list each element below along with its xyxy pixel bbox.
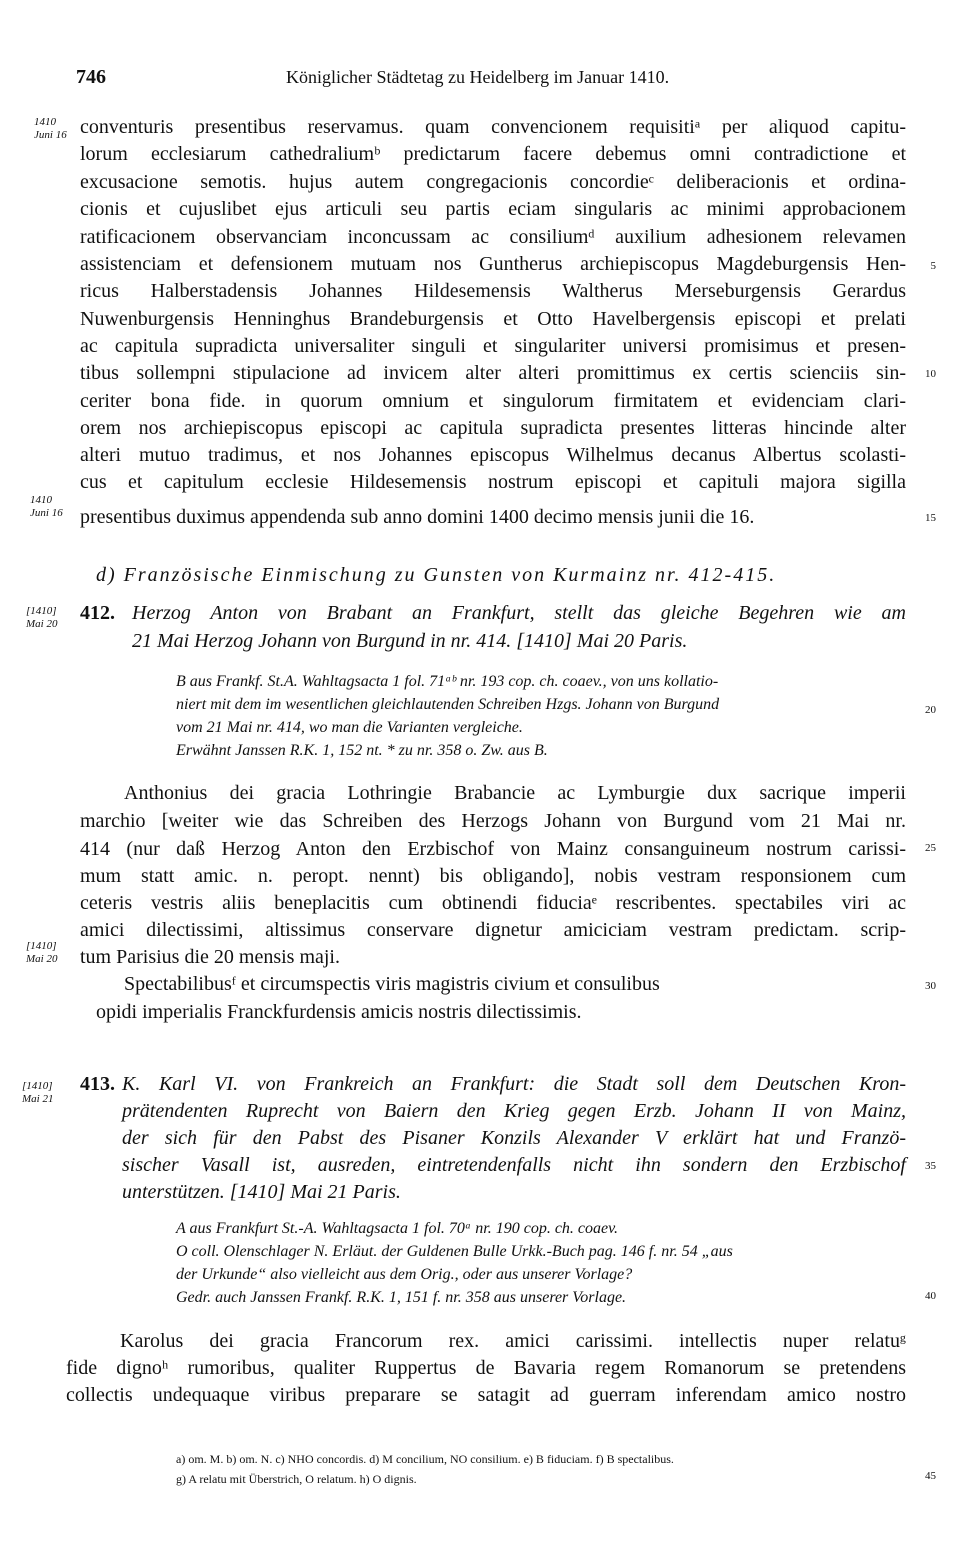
text-line: Karolus dei gracia Francorum rex. amici carissimi. intellectis nuper relatuᵍ — [120, 1330, 906, 1352]
doc-title-line: 21 Mai Herzog Johann von Burgund in nr. 414. [1410] Mai 20 Paris. — [132, 630, 688, 652]
text-line: presentibus duximus appendenda sub anno domini 1400 decimo mensis junii die 16. — [80, 506, 755, 528]
text-line: alteri mutuo tradimus, et nos Johannes episcopus Wilhelmus decanus Albertus scolasti- — [80, 444, 906, 466]
margin-date: [1410] Mai 21 — [22, 1080, 54, 1105]
doc-title-line: unterstützen. [1410] Mai 21 Paris. — [122, 1181, 401, 1203]
text-line: Spectabilibusᶠ et circumspectis viris magistris civium et consulibus — [124, 973, 660, 995]
doc-title-line: der sich für den Pabst des Pisaner Konzils Alexander V erklärt hat und Franzö- — [122, 1127, 906, 1149]
text-line: ricus Halberstadensis Johannes Hildesemensis Waltherus Merseburgensis Gerardus — [80, 280, 906, 302]
text-line: excusacione semotis. hujus autem congregacionis concordieᶜ deliberacionis et ordina- — [80, 171, 906, 193]
doc-number: 413. — [80, 1073, 115, 1095]
doc-title-line: prätendenten Ruprecht von Baiern den Krieg gegen Erzb. Johann II von Mainz, — [122, 1100, 906, 1122]
text-line: ceriter bona fide. in quorum omnium et singulorum firmitatem et evidenciam clari- — [80, 390, 906, 412]
source-line: A aus Frankfurt St.-A. Wahltagsacta 1 fol. 70ᵃ nr. 190 cop. ch. coaev. — [176, 1220, 619, 1237]
footnote-line: g) A relatu mit Überstrich, O relatum. h) O dignis. — [176, 1472, 417, 1486]
text-line: tibus sollempni stipulacione ad invicem alter alteri promittimus ex certis scienciis sin- — [80, 362, 906, 384]
footnote-line: a) om. M. b) om. N. c) NHO concordis. d) M concilium, NO consilium. e) B fiduciam. f) B spectalibus. — [176, 1452, 674, 1466]
text-line: Nuwenburgensis Henninghus Brandeburgensis et Otto Havelbergensis episcopi et prelati — [80, 308, 906, 330]
margin-date: 1410 Juni 16 — [30, 494, 63, 519]
source-line: B aus Frankf. St.A. Wahltagsacta 1 fol. 71ᵃᵇ nr. 193 cop. ch. coaev., von uns kollatio- — [176, 673, 719, 690]
line-number: 10 — [925, 368, 936, 380]
line-number: 5 — [930, 260, 936, 272]
text-line: opidi imperialis Franckfurdensis amicis nostris dilectissimis. — [96, 1001, 582, 1023]
margin-date: [1410] Mai 20 — [26, 940, 58, 965]
doc-title-line: Herzog Anton von Brabant an Frankfurt, stellt das gleiche Begehren wie am — [132, 602, 906, 624]
margin-date: 1410 Juni 16 — [34, 116, 67, 141]
text-line: ceteris vestris aliis beneplacitis cum obtinendi fiduciaᵉ rescribentes. spectabiles viri ac — [80, 892, 906, 914]
line-number: 45 — [925, 1470, 936, 1482]
doc-number: 412. — [80, 602, 115, 624]
margin-date: [1410] Mai 20 — [26, 605, 58, 630]
line-number: 30 — [925, 980, 936, 992]
line-number: 25 — [925, 842, 936, 854]
source-line: vom 21 Mai nr. 414, wo man die Varianten vergleiche. — [176, 719, 523, 736]
source-line: der Urkunde“ also vielleicht aus dem Orig., oder aus unserer Vorlage? — [176, 1266, 633, 1283]
section-heading: d) Französische Einmischung zu Gunsten von Kurmainz nr. 412-415. — [96, 564, 777, 586]
text-line: Anthonius dei gracia Lothringie Brabancie ac Lymburgie dux sacrique imperii — [124, 782, 906, 804]
text-line: ac capitula supradicta universaliter singuli et singulariter universi promisimus et presen- — [80, 335, 906, 357]
doc-title-line: K. Karl VI. von Frankreich an Frankfurt: die Stadt soll dem Deutschen Kron- — [122, 1073, 906, 1095]
text-line: 414 (nur daß Herzog Anton den Erzbischof von Mainz consanguineum nostrum carissi- — [80, 838, 906, 860]
text-line: lorum ecclesiarum cathedraliumᵇ predictarum facere debemus omni contradictione et — [80, 143, 906, 165]
text-line: collectis undequaque viribus preparare se satagit ad guerram inferendam amico nostro — [66, 1384, 906, 1406]
text-line: conventuris presentibus reservamus. quam convencionem requisitiᵃ per aliquod capitu- — [80, 116, 906, 138]
text-line: amici dilectissimi, altissimus conservare dignetur amiciciam vestram predictam. scrip- — [80, 919, 906, 941]
text-line: marchio [weiter wie das Schreiben des Herzogs Johann von Burgund vom 21 Mai nr. — [80, 810, 906, 832]
source-line: niert mit dem im wesentlichen gleichlautenden Schreiben Hzgs. Johann von Burgund — [176, 696, 720, 713]
text-line: cionis et cujuslibet ejus articuli seu partis eciam singularis ac minimi approbacionem — [80, 198, 906, 220]
text-line: fide dignoʰ rumoribus, qualiter Ruppertus de Bavaria regem Romanorum se pretendens — [66, 1357, 906, 1379]
running-title: Königlicher Städtetag zu Heidelberg im Januar 1410. — [286, 67, 670, 87]
text-line: assistenciam et defensionem mutuam nos Guntherus archiepiscopus Magdeburgensis Hen- — [80, 253, 906, 275]
text-line: tum Parisius die 20 mensis maji. — [80, 946, 340, 968]
text-line: orem nos archiepiscopus episcopi ac capitula supradicta presentes litteras hincinde alter — [80, 417, 906, 439]
text-line: cus et capitulum ecclesie Hildesemensis nostrum episcopi et capituli majora sigilla — [80, 471, 906, 493]
line-number: 20 — [925, 704, 936, 716]
text-line: mum statt amic. n. peropt. nennt) bis obligando], nobis vestram responsionem cum — [80, 865, 906, 887]
line-number: 40 — [925, 1290, 936, 1302]
doc-title-line: sischer Vasall ist, ausreden, eintretendenfalls nicht ihn sondern den Erzbischof — [122, 1154, 906, 1176]
text-line: ratificacionem observanciam inconcussam ac consiliumᵈ auxilium adhesionem relevamen — [80, 226, 906, 248]
source-line: O coll. Olenschlager N. Erläut. der Guldenen Bulle Urkk.-Buch pag. 146 f. nr. 54 „aus — [176, 1243, 733, 1260]
line-number: 15 — [925, 512, 936, 524]
line-number: 35 — [925, 1160, 936, 1172]
source-line: Gedr. auch Janssen Frankf. R.K. 1, 151 f. nr. 358 aus unserer Vorlage. — [176, 1289, 627, 1306]
page-number: 746 — [76, 66, 106, 88]
source-line: Erwähnt Janssen R.K. 1, 152 nt. * zu nr. 358 o. Zw. aus B. — [176, 742, 548, 759]
